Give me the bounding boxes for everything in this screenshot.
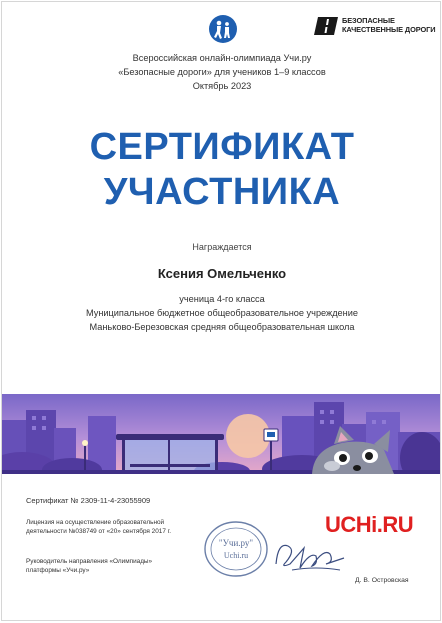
safe-roads-logo	[314, 15, 436, 41]
recipient-grade: ученица 4-го класса	[179, 294, 265, 304]
certificate-footer	[2, 474, 441, 621]
header-line-3: Октябрь 2023	[192, 81, 252, 91]
certificate-number: Сертификат № 2309-11-4-23055909	[26, 496, 151, 505]
olympiad-header	[2, 51, 441, 93]
recipient-details	[2, 292, 441, 334]
head-line-2: платформы «Учи.ру»	[26, 566, 90, 574]
certificate-page	[1, 1, 441, 621]
title-line-2: УЧАСТНИКА	[103, 171, 341, 213]
brand-line-1: БЕЗОПАСНЫЕ	[342, 16, 395, 25]
signature	[270, 534, 348, 576]
brand-line-2: КАЧЕСТВЕННЫЕ ДОРОГИ	[342, 25, 436, 34]
license-line-2: деятельности №038749 от «20» сентября 2017 г.	[26, 527, 171, 535]
uchi-logo: UCHi.RU	[325, 512, 414, 537]
header-line-2: «Безопасные дороги» для учеников 1–9 классов	[118, 67, 326, 77]
bus-stop-illustration	[2, 394, 441, 474]
kids-crossing-logo-icon	[207, 14, 239, 44]
signer-name: Д. В. Островская	[355, 577, 409, 584]
road-logo-icon	[314, 17, 338, 35]
school-line-2: Маньково-Березовская средняя общеобразовательная школа	[89, 322, 355, 332]
certificate-title	[2, 125, 441, 215]
head-line-1: Руководитель направления «Олимпиады»	[26, 558, 153, 565]
title-line-1: СЕРТИФИКАТ	[89, 126, 355, 168]
uchi-stamp	[203, 519, 269, 579]
stamp-top-text: "Учи.ру"	[218, 538, 254, 548]
recipient-name: Ксения Омельченко	[157, 266, 287, 281]
awarded-label: Награждается	[192, 242, 252, 252]
license-info	[26, 519, 171, 536]
license-line-1: Лицензия на осуществление образовательной	[26, 519, 165, 526]
school-line-1: Муниципальное бюджетное общеобразовательное учреждение	[85, 308, 358, 318]
stamp-bottom-text: Uchi.ru	[223, 551, 249, 560]
header-line-1: Всероссийская онлайн-олимпиада Учи.ру	[132, 53, 312, 63]
head-of-olympiads	[26, 558, 152, 575]
